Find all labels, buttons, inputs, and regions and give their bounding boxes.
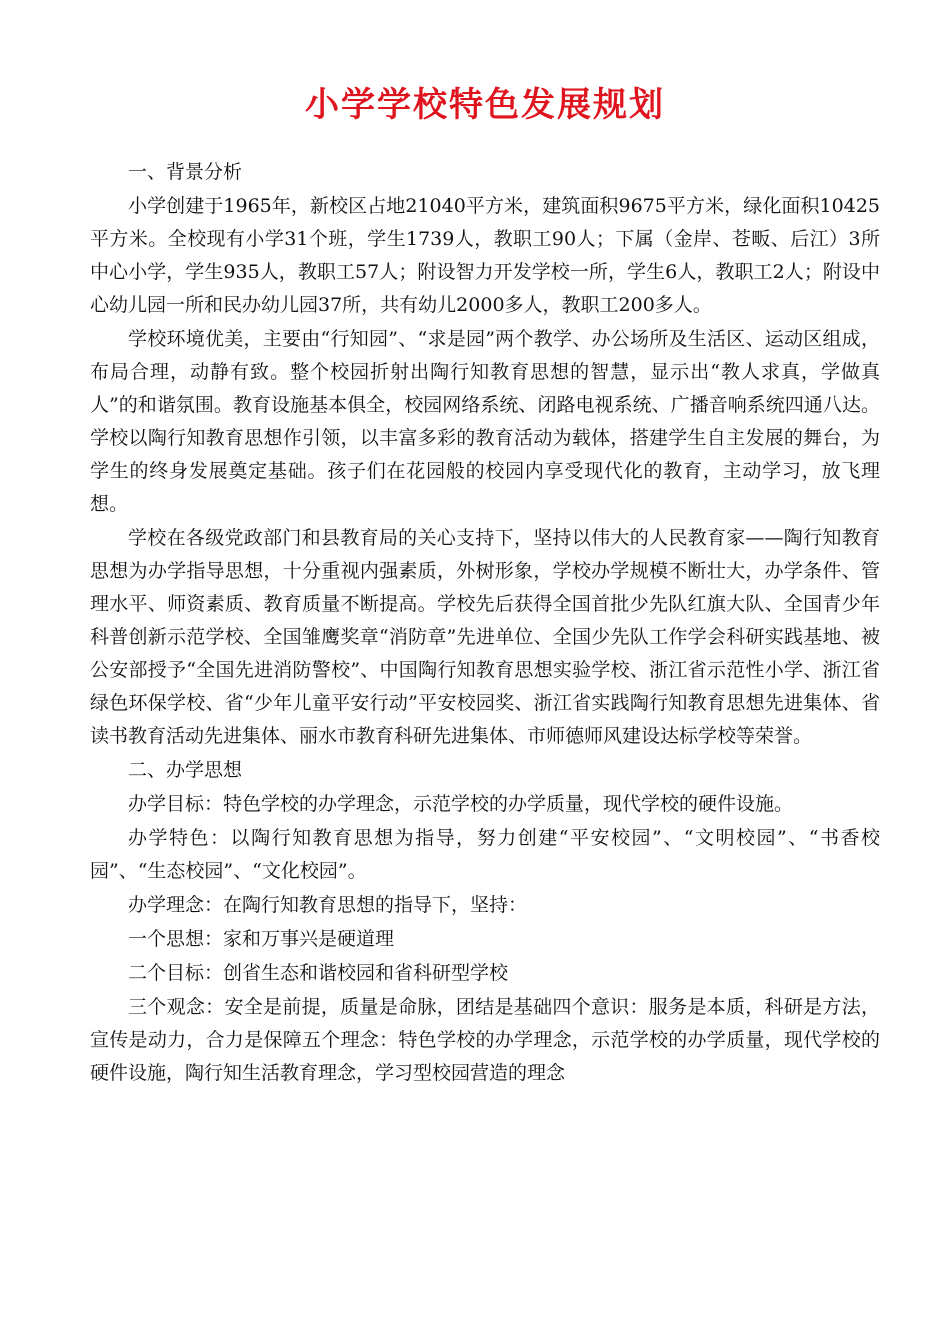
paragraph-honors: 学校在各级党政部门和县教育局的关心支持下，坚持以伟大的人民教育家——陶行知教育思想为办学指导思想，十分重视内强素质，外树形象，学校办学规模不断壮大，办学条件、管理水平、师资素质、教育质量不断提高。学校先后获得全国首批少先队红旗大队、全国青少年科普创新示范学校、全国雏鹰奖章“消防章”先进单位、全国少先队工作学会科研实践基地、被公安部授予“全国先进消防警校”、中国陶行知教育思想实验学校、浙江省示范性小学、浙江省绿色环保学校、省“少年儿童平安行动”平安校园奖、浙江省实践陶行知教育思想先进集体、省读书教育活动先进集体、丽水市教育科研先进集体、市师德师风建设达标学校等荣誉。 (90, 527, 880, 747)
section-heading-philosophy: 二、办学思想 (128, 759, 243, 781)
paragraph-school-overview: 小学创建于1965年，新校区占地21040平方米，建筑面积9675平方米，绿化面积10425平方米。全校现有小学31个班，学生1739人，教职工90人；下属（金岸、苍畈、后江）3所中心小学，学生935人，教职工57人；附设智力开发学校一所，学生6人，教职工2人；附设中心幼儿园一所和民办幼儿园37所，共有幼儿2000多人，教职工200多人。 (90, 195, 880, 316)
document-page (90, 80, 880, 1091)
paragraph-school-goal: 办学目标：特色学校的办学理念，示范学校的办学质量，现代学校的硬件设施。 (128, 793, 794, 815)
paragraph-school-feature: 办学特色：以陶行知教育思想为指导，努力创建“平安校园”、“文明校园”、“书香校园”、“生态校园”、“文化校园”。 (90, 827, 880, 882)
paragraph-one-thought: 一个思想：家和万事兴是硬道理 (128, 928, 395, 950)
section-heading-background: 一、背景分析 (128, 161, 243, 183)
paragraph-three-views: 三个观念：安全是前提，质量是命脉，团结是基础四个意识：服务是本质，科研是方法，宣传是动力，合力是保障五个理念：特色学校的办学理念，示范学校的办学质量，现代学校的硬件设施，陶行知生活教育理念，学习型校园营造的理念 (90, 996, 880, 1084)
paragraph-two-goals: 二个目标：创省生态和谐校园和省科研型学校 (128, 962, 509, 984)
document-title: 小学学校特色发展规划 (305, 85, 665, 125)
paragraph-school-concept: 办学理念：在陶行知教育思想的指导下，坚持： (128, 894, 528, 916)
paragraph-campus-environment: 学校环境优美，主要由“行知园”、“求是园”两个教学、办公场所及生活区、运动区组成，布局合理，动静有致。整个校园折射出陶行知教育思想的智慧，显示出“教人求真，学做真人”的和谐氛围。教育设施基本俱全，校园网络系统、闭路电视系统、广播音响系统四通八达。学校以陶行知教育思想作引领，以丰富多彩的教育活动为载体，搭建学生自主发展的舞台，为学生的终身发展奠定基础。孩子们在花园般的校园内享受现代化的教育，主动学习，放飞理想。 (90, 328, 880, 515)
